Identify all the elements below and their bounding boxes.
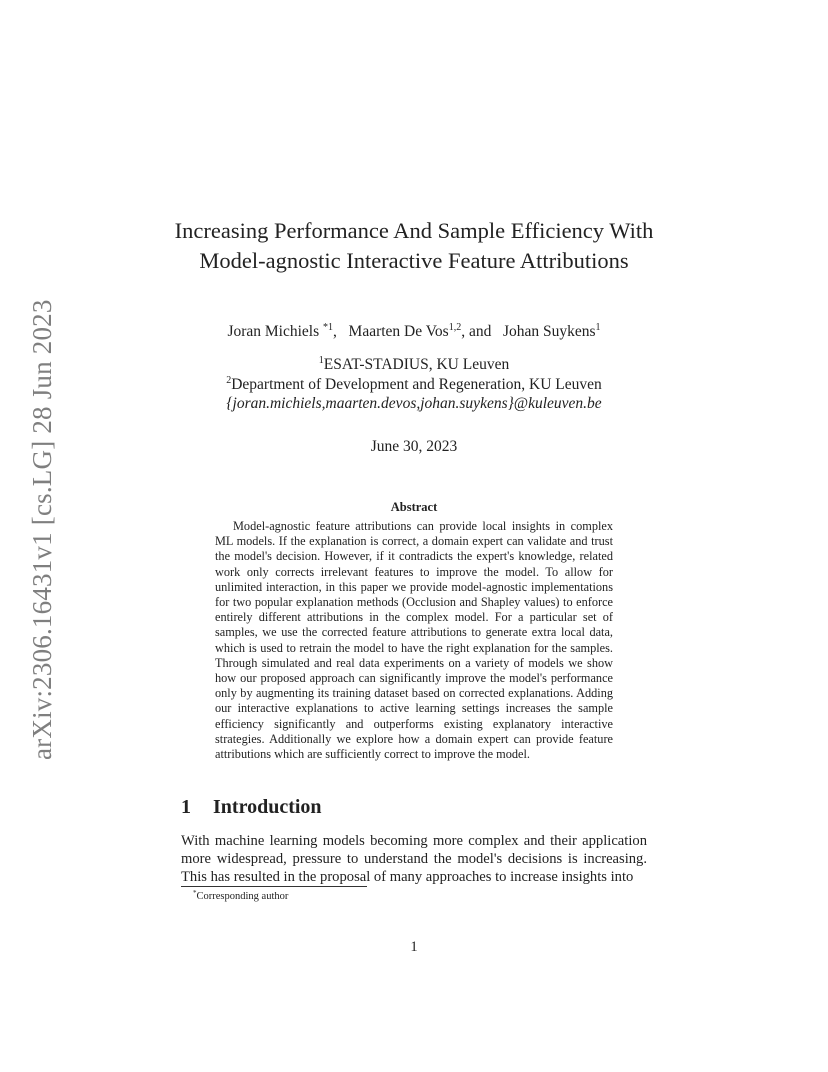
affiliation-marker: 2 [226,375,232,386]
author-affiliation-marker: 1 [595,322,601,333]
section-number: 1 [181,796,191,818]
author-name: Johan Suykens [502,323,596,340]
footnote-divider [181,886,367,887]
abstract-heading: Abstract [390,500,438,514]
section-heading [181,796,322,819]
author-name: Maarten De Vos [348,323,449,340]
affiliation-text: ESAT-STADIUS, KU Leuven [323,356,510,373]
page-number: 1 [410,939,418,955]
author-conjunction: , and [461,323,492,340]
affiliation [150,355,678,375]
arxiv-side-stamp [22,290,62,760]
author-emails: {joran.michiels,maarten.devos,johan.suykens}@kuleuven.be [226,395,602,412]
abstract-text: Model-agnostic feature attributions can provide local insights in complex ML models. If the explanation is correct, a domain expert can validate and trust the model's decision. However, if it contradicts the expert's knowledge, related work only corrects irrelevant features to improve the model. To allow for unlimited interaction, in this paper we provide model-agnostic implementations for two popular explanation methods (Occlusion and Shapley values) to enforce entirely different attributions in the complex model. For a particular set of samples, we use the corrected feature attributions to generate extra local data, which is used to retrain the model to have the right explanation for the samples. Through simulated and real data experiments on a variety of models we show how our proposed approach can significantly improve the model's performance only by augmenting its training dataset based on corrected explanations. Adding our interactive explanations to active learning settings increases the sample efficiency significantly and outperforms existing explanatory interactive strategies. Additionally we explore how a domain expert can provide feature attributions which are sufficiently correct to improve the model. [215,519,613,762]
section-paragraph: With machine learning models becoming more complex and their application more widespread, pressure to understand the model's decisions is increasing. This has resulted in the proposal of many approaches to increase insights into [181,833,647,885]
footnote [193,891,288,902]
affiliation [150,375,678,395]
section-title: Introduction [213,796,322,818]
paper-title: Increasing Performance And Sample Efficiency With Model-agnostic Interactive Feature Attributions [174,218,654,273]
author-list: Joran Michiels $^{*1}$, Maarten De Vos$^{1,2}$, and Johan Suykens$^1$ [227,322,601,340]
footnote-text: Corresponding author [196,891,289,902]
paper-date: June 30, 2023 [370,438,458,455]
affiliation-text: Department of Development and Regeneration, KU Leuven [231,376,602,393]
author-affiliation-marker: *1 [323,322,334,333]
arxiv-identifier: arXiv:2306.16431v1 [cs.LG] 28 Jun 2023 [27,299,57,760]
author-affiliation-marker: 1,2 [448,322,462,333]
footnote-marker: * [193,889,197,897]
author-name: Joran Michiels [227,323,320,340]
affiliation-marker: 1 [318,355,324,366]
